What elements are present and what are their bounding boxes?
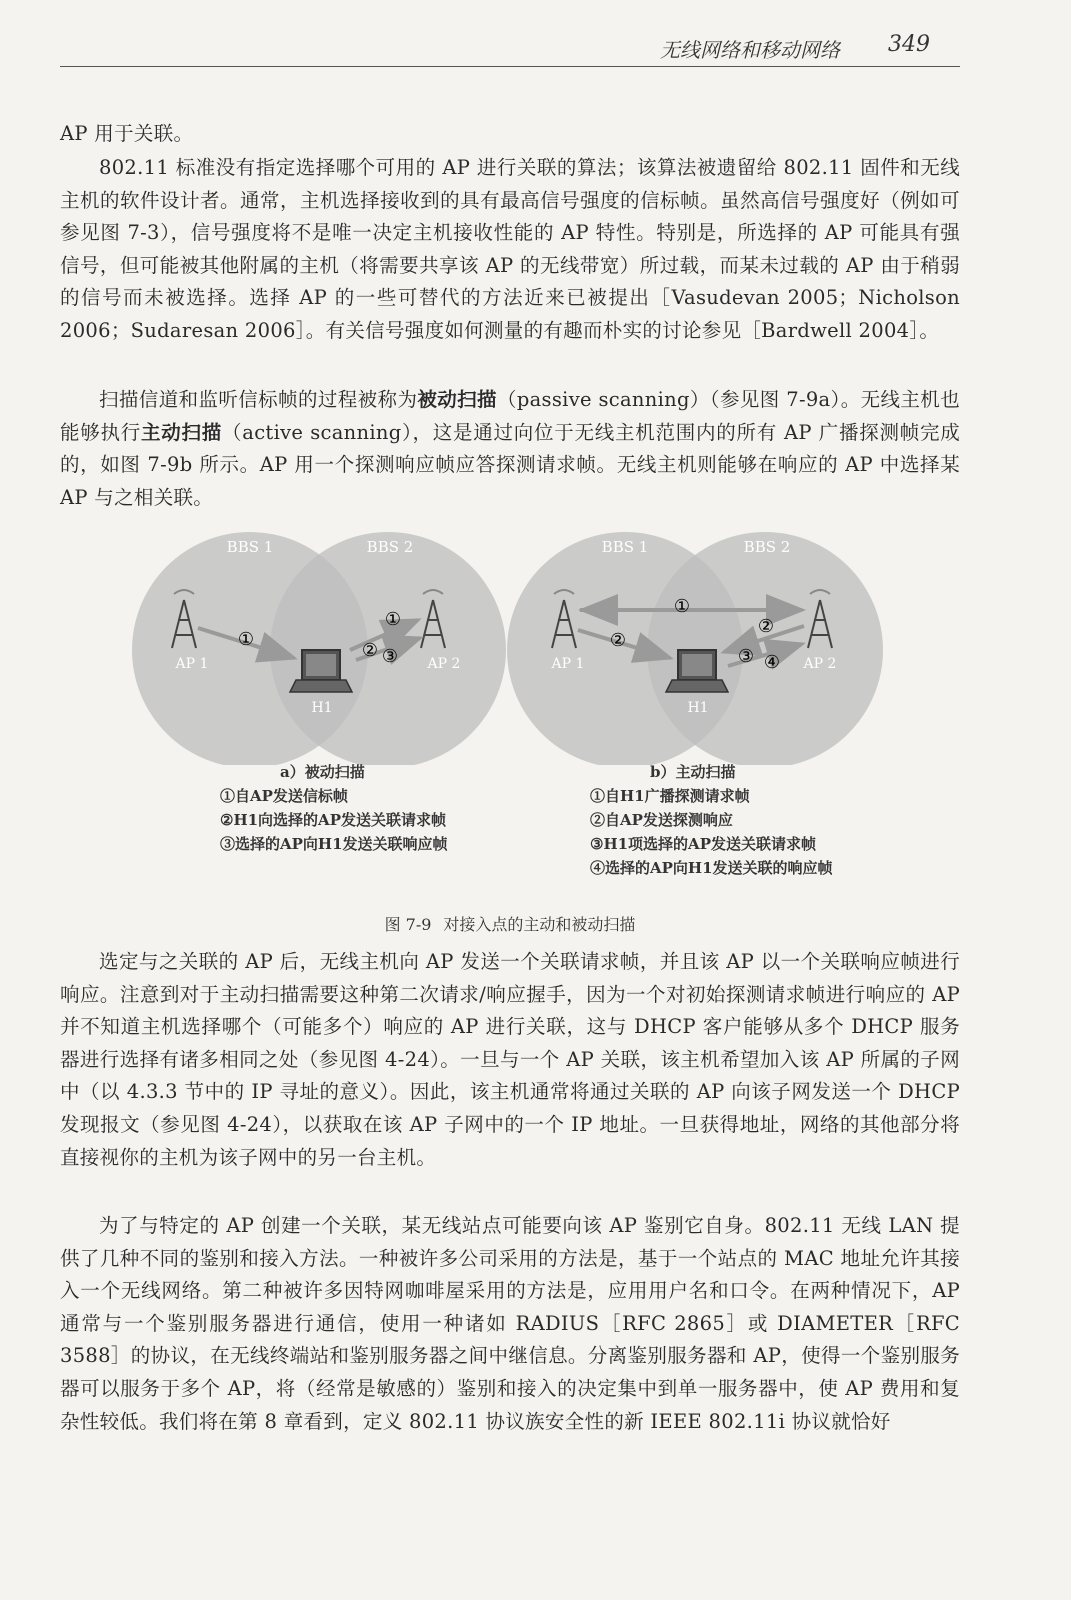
ap1-label: AP 1: [175, 656, 209, 672]
scanning-diagram: [60, 520, 960, 765]
paragraph-5: 为了与特定的 AP 创建一个关联，某无线站点可能要向该 AP 鉴别它自身。802.11 无线 LAN 提供了几种不同的鉴别和接入方法。一种被许多公司采用的方法是，基于一个站点的 MAC 地址允许其接入一个无线网络。第二种被许多因特网咖啡屋采用的方法是，应用用户名和口令。在两种情况下，AP 通常与一个鉴别服务器进行通信，使用一种诸如 RADIUS［RFC 2865］或 DIAMETER［RFC 3588］的协议，在无线终端站和鉴别服务器之间中继信息。分离鉴别服务器和 AP，使得一个鉴别服务器可以服务于多个 AP，将（经常是敏感的）鉴别和接入的决定集中到单一服务器中，使 AP 费用和复杂性较低。我们将在第 8 章看到，定义 802.11 协议族安全性的新 IEEE 802.11i 协议就恰好: [60, 1214, 960, 1433]
bss1-label-b: BBS 1: [601, 538, 649, 556]
paragraph-1: AP 用于关联。: [60, 122, 194, 145]
panel-b-step-3: ③H1项选择的AP发送关联请求帧: [590, 835, 816, 853]
page-number: 349: [888, 32, 930, 57]
panel-a-caption: [220, 760, 448, 856]
host-label: H1: [311, 700, 333, 716]
paragraph-4: 选定与之关联的 AP 后，无线主机向 AP 发送一个关联请求帧，并且该 AP 以一个关联响应帧进行响应。注意到对于主动扫描需要这种第二次请求/响应握手，因为一个对初始探测请求帧进行响应的 AP 并不知道主机选择哪个（可能多个）响应的 AP 进行关联，这与 DHCP 客户能够从多个 DHCP 服务器进行选择有诸多相同之处（参见图 4-24）。一旦与一个 AP 关联，该主机希望加入该 AP 所属的子网中（以 4.3.3 节中的 IP 寻址的意义）。因此，该主机通常将通过关联的 AP 向该子网发送一个 DHCP 发现报文（参见图 4-24），以获取在该 AP 子网中的一个 IP 地址。一旦获得地址，网络的其他部分将直接视你的主机为该子网中的另一台主机。: [60, 950, 960, 1169]
panel-b-title: b）主动扫描: [650, 763, 736, 781]
ap2-label: AP 2: [427, 656, 461, 672]
figure-caption: [60, 912, 960, 935]
panel-b-step-4: ④选择的AP向H1发送关联的响应帧: [590, 859, 833, 877]
bss2-label-b: BBS 2: [743, 538, 791, 556]
panel-a-diagram: [132, 532, 506, 765]
figure-caption-text: 对接入点的主动和被动扫描: [443, 915, 636, 934]
panel-a-step-3: ③选择的AP向H1发送关联响应帧: [220, 835, 448, 853]
host-label-b: H1: [687, 700, 709, 716]
figure-7-9: [60, 520, 960, 940]
panel-b-diagram: [507, 532, 883, 765]
term-passive-scanning: 被动扫描: [417, 388, 497, 411]
svg-text:③: ③: [381, 646, 399, 667]
panel-b-step-2: ②自AP发送探测响应: [590, 811, 733, 829]
bss2-label: BBS 2: [366, 538, 414, 556]
panel-a-title: a）被动扫描: [280, 763, 365, 781]
panel-a-step-2: ②H1向选择的AP发送关联请求帧: [220, 811, 446, 829]
ap1-label-b: AP 1: [551, 656, 585, 672]
panel-b-caption: [590, 760, 833, 880]
ap2-label-b: AP 2: [803, 656, 837, 672]
svg-text:②: ②: [361, 640, 379, 661]
paragraph-2: 802.11 标准没有指定选择哪个可用的 AP 进行关联的算法；该算法被遗留给 802.11 固件和无线主机的软件设计者。通常，主机选择接收到的具有最高信号强度的信标帧。虽然高信号强度好（例如可参见图 7-3），信号强度将不是唯一决定主机接收性能的 AP 特性。特别是，所选择的 AP 可能具有强信号，但可能被其他附属的主机（将需要共享该 AP 的无线带宽）所过载，而某未过载的 AP 由于稍弱的信号而未被选择。选择 AP 的一些可替代的方法近来已被提出［Vasudevan 2005；Nicholson 2006；Sudaresan 2006］。有关信号强度如何测量的有趣而朴实的讨论参见［Bardwell 2004］。: [60, 156, 960, 342]
svg-text:④: ④: [763, 652, 781, 673]
panel-a-step-1: ①自AP发送信标帧: [220, 787, 348, 805]
svg-text:①: ①: [673, 596, 691, 617]
paragraph-3: 扫描信道和监听信标帧的过程被称为被动扫描（passive scanning）（参见图 7-9a）。无线主机也能够执行主动扫描（active scanning），这是通过向位于无线主机范围内的所有 AP 广播探测帧完成的，如图 7-9b 所示。AP 用一个探测响应帧应答探测请求帧。无线主机则能够在响应的 AP 中选择某 AP 与之相关联。: [60, 388, 961, 509]
svg-text:②: ②: [609, 630, 627, 651]
bss1-label: BBS 1: [226, 538, 274, 556]
term-active-scanning: 主动扫描: [141, 420, 223, 444]
svg-text:①: ①: [384, 609, 402, 630]
figure-number: 图 7-9: [384, 915, 432, 934]
running-header: [60, 30, 960, 67]
svg-text:①: ①: [237, 629, 255, 650]
svg-text:③: ③: [737, 646, 755, 667]
bss2-coverage-circle-b: [647, 532, 883, 765]
chapter-title: 无线网络和移动网络: [660, 38, 840, 62]
panel-b-step-1: ①自H1广播探测请求帧: [590, 787, 750, 805]
svg-text:②: ②: [757, 616, 775, 637]
